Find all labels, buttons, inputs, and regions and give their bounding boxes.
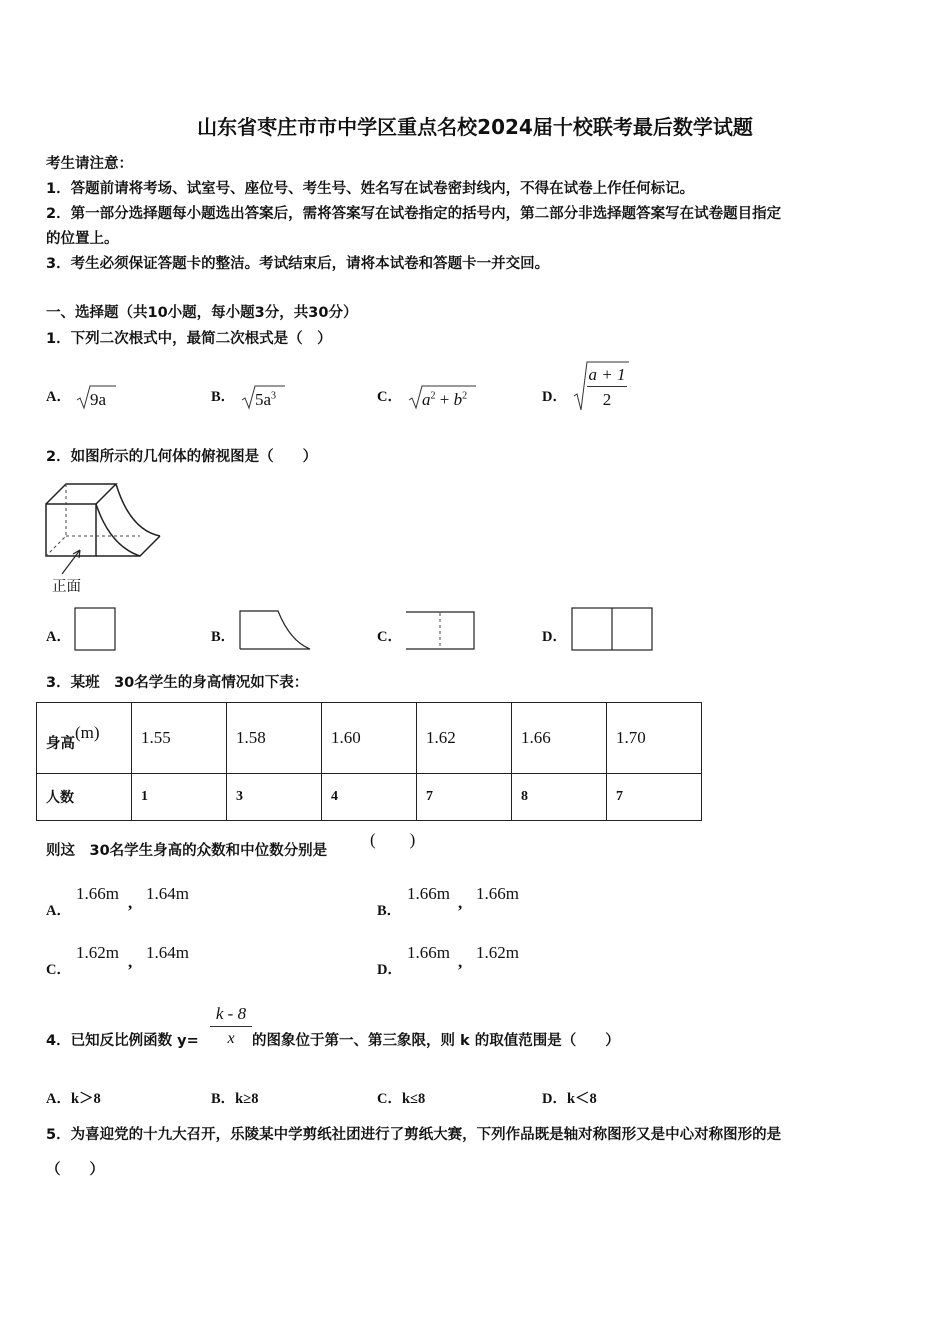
q4-option-d: D．k＜8 xyxy=(542,1091,597,1107)
q3-option-b-label: B． xyxy=(377,903,402,919)
q1-option-c-label: C． xyxy=(377,389,402,405)
q4-stem-end: 的图象位于第一、第三象限，则 k 的取值范围是（ ） xyxy=(252,1033,620,1049)
notice-item-3: 3．考生必须保证答题卡的整洁。考试结束后，请将本试卷和答题卡一并交回。 xyxy=(46,256,550,272)
q1-a-radicand: 9a xyxy=(90,390,107,409)
q4-fraction-denominator: x xyxy=(227,1030,235,1047)
q2-option-c-label: C． xyxy=(377,629,402,645)
q3-a-mode: 1.66m xyxy=(76,884,119,903)
q3-a-comma: , xyxy=(128,893,133,912)
q5-stem: 5．为喜迎党的十九大召开，乐陵某中学剪纸社团进行了剪纸大赛，下列作品既是轴对称图形又是中心对称图形的是 xyxy=(46,1127,782,1143)
notice-item-2-line-2: 的位置上。 xyxy=(46,231,119,247)
q1-c-exp-b: 2 xyxy=(462,390,468,402)
q3-b-comma: , xyxy=(458,893,463,912)
table-cell: 1.55 xyxy=(132,703,227,774)
q4-fraction-bar xyxy=(210,1026,252,1027)
q4-stem-start: 4．已知反比例函数 y= xyxy=(46,1033,199,1049)
q4-option-c: C．k≤8 xyxy=(377,1091,426,1107)
height-header-label: 身高 xyxy=(46,736,75,752)
q1-c-exp-a: 2 xyxy=(430,390,436,402)
section-heading: 一、选择题（共10小题，每小题3分，共30分） xyxy=(46,305,358,321)
table-cell: 7 xyxy=(607,774,702,821)
q3-option-a-label: A． xyxy=(46,903,71,919)
q3-b-mode: 1.66m xyxy=(407,884,450,903)
q3-stem: 3．某班 30名学生的身高情况如下表： xyxy=(46,675,309,691)
q3-a-median: 1.64m xyxy=(146,884,189,903)
back-curve xyxy=(116,484,160,536)
q2-option-d-two-squares-icon xyxy=(570,607,656,653)
q3-b-median: 1.66m xyxy=(476,884,519,903)
table-cell: 1.62 xyxy=(417,703,512,774)
q1-option-b-label: B． xyxy=(211,389,236,405)
q3-d-comma: , xyxy=(458,952,463,971)
q1-b-base: 5a xyxy=(255,390,272,409)
q2-option-b-label: B． xyxy=(211,629,236,645)
q3-answer-paren: ( ) xyxy=(370,830,416,849)
top-face xyxy=(46,484,116,504)
q3-option-c-label: C． xyxy=(46,962,71,978)
table-cell: 1.58 xyxy=(227,703,322,774)
front-view-label: 正面 xyxy=(52,579,81,595)
table-cell: 1.60 xyxy=(322,703,417,774)
q1-d-fraction-bar xyxy=(587,386,627,387)
q1-c-radicand xyxy=(422,390,467,410)
table-row xyxy=(37,703,702,774)
q2-option-c-dashed-icon xyxy=(404,610,478,652)
q2-option-a-label: A． xyxy=(46,629,71,645)
table-cell: 8 xyxy=(512,774,607,821)
q2-stem: 2．如图所示的几何体的俯视图是（ ） xyxy=(46,449,318,465)
front-face xyxy=(46,504,96,556)
q2-option-d-label: D． xyxy=(542,629,567,645)
q3-d-mode: 1.66m xyxy=(407,943,450,962)
table-cell: 1 xyxy=(132,774,227,821)
q1-b-radicand xyxy=(255,390,276,410)
table-row xyxy=(37,774,702,821)
table-cell: 7 xyxy=(417,774,512,821)
base-edge xyxy=(96,536,160,556)
q4-fraction-numerator: k - 8 xyxy=(215,1004,247,1023)
notice-heading: 考生请注意： xyxy=(46,156,133,172)
q1-d-denominator: 2 xyxy=(602,390,612,409)
q4-option-a: A．k＞8 xyxy=(46,1091,101,1107)
q1-c-a: a xyxy=(422,390,431,409)
q1-c-b: b xyxy=(453,390,463,409)
table-cell: 1.70 xyxy=(607,703,702,774)
q1-option-d-label: D． xyxy=(542,389,567,405)
table-cell: 4 xyxy=(322,774,417,821)
table-cell: 3 xyxy=(227,774,322,821)
q2-option-a-square-icon xyxy=(74,607,118,653)
q5-answer-paren: （ ） xyxy=(46,1162,104,1178)
q3-option-d-label: D． xyxy=(377,962,402,978)
q3-d-median: 1.62m xyxy=(476,943,519,962)
q4-option-b: B．k≥8 xyxy=(211,1091,259,1107)
q1-stem: 1．下列二次根式中，最简二次根式是（ ） xyxy=(46,331,332,347)
q3-c-median: 1.64m xyxy=(146,943,189,962)
heights-table xyxy=(36,702,702,821)
q1-b-exponent: 3 xyxy=(271,390,277,402)
q1-c-plus: + xyxy=(439,390,450,409)
q1-option-a-label: A． xyxy=(46,389,71,405)
q3-c-comma: , xyxy=(128,952,133,971)
front-curve xyxy=(96,504,140,556)
arrow-icon xyxy=(62,550,80,574)
height-unit: (m) xyxy=(75,723,100,742)
q1-d-numerator: a + 1 xyxy=(588,365,626,384)
q3-c-mode: 1.62m xyxy=(76,943,119,962)
notice-item-2-line-1: 2．第一部分选择题每小题选出答案后，需将答案写在试卷指定的括号内，第二部分非选择题答案写在试卷题目指定 xyxy=(46,206,782,222)
table-header-count: 人数 xyxy=(37,774,132,821)
page-title: 山东省枣庄市市中学区重点名校2024届十校联考最后数学试题 xyxy=(197,115,753,139)
table-cell: 1.66 xyxy=(512,703,607,774)
notice-item-1: 1．答题前请将考场、试室号、座位号、考生号、姓名写在试卷密封线内，不得在试卷上作任何标记。 xyxy=(46,181,695,197)
table-header-height xyxy=(37,703,132,774)
q3-question: 则这 30名学生身高的众数和中位数分别是 xyxy=(46,843,328,859)
q2-option-b-curve-icon xyxy=(238,609,314,651)
